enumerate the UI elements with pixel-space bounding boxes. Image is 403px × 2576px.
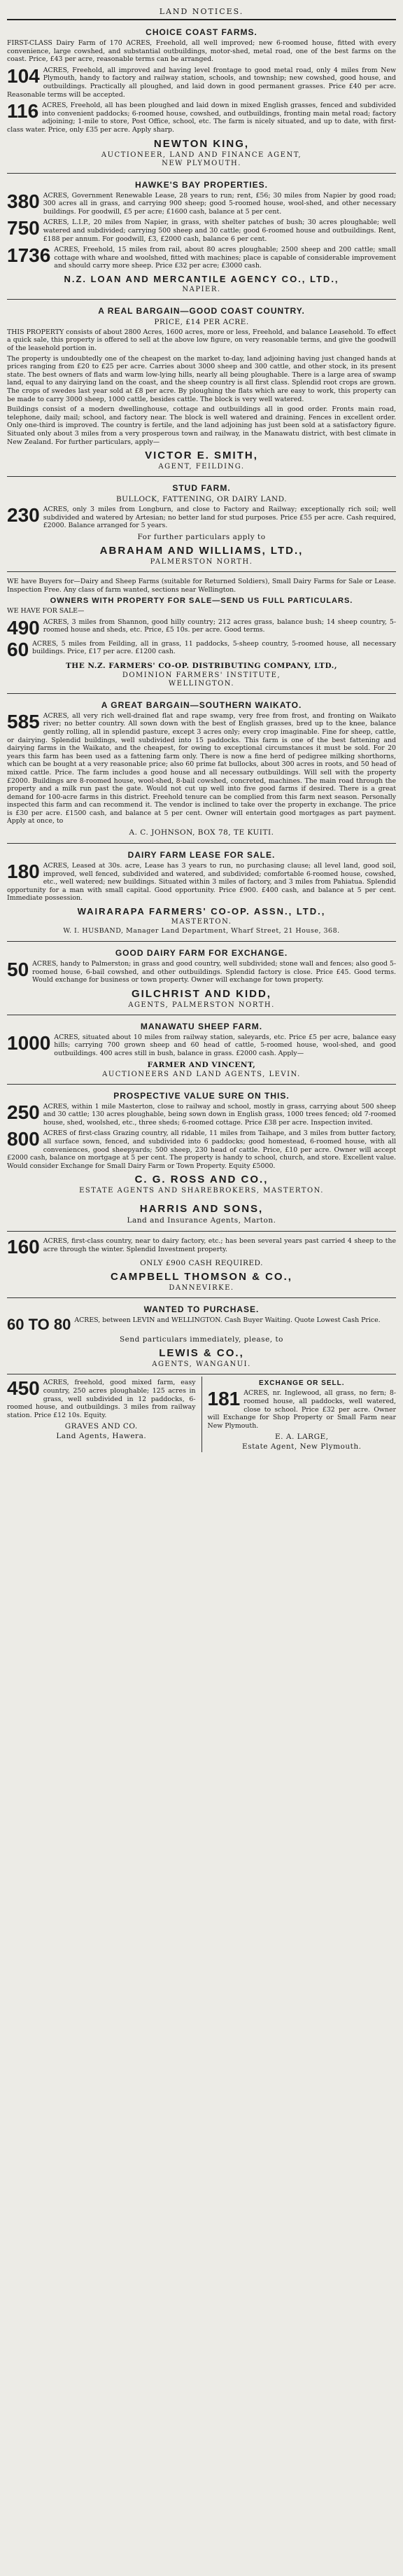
acreage-number: 181 <box>207 1388 241 1410</box>
apply-line: For further particulars apply to <box>137 532 266 541</box>
agent-name: A. C. JOHNSON, BOX 78, TE KUITI. <box>129 828 274 837</box>
acreage-number: 450 <box>7 1377 40 1400</box>
divider <box>7 173 396 174</box>
agent-location: Estate Agent, New Plymouth. <box>242 1442 362 1451</box>
listing-text: ACRES, Government Renewable Lease, 28 years to run; rent, £56; 30 miles from Napier by good road; 300 acres all in grass, and carrying 900 sheep; good 5-roomed house, wool-shed, and other necessary buildings. For goodwill, £5 per acre; £1600 cash, balance at 5 per cent. <box>43 191 396 216</box>
agent-name: HARRIS AND SONS, <box>139 1203 264 1216</box>
listing-text: ACRES, Freehold, all improved and having level frontage to good metal road, only 4 miles from New Plymouth, handy to factory and railway station, schools, and township; new cowshed, good house, and outbuildings. Practically all ploughed, and laid down in good permanent grasses. Price £40 per acre. Reasonable terms will be accepted. <box>7 66 396 99</box>
acreage-number: 1736 <box>7 244 51 267</box>
divider <box>7 843 396 844</box>
acreage-number: 585 <box>7 710 40 732</box>
divider <box>7 19 396 20</box>
ad-harris <box>7 1198 396 1229</box>
listing-text: ACRES, Freehold, 15 miles from rail, about 80 acres ploughable; 2500 sheep and 200 cattle; small cottage with whare and woolshed, fitted with machines; place is capable of considerable improvement and should carry more sheep. Price £32 per acre; £3000 cash. <box>54 246 396 270</box>
ad-right-column <box>208 1377 397 1452</box>
agent-location: ESTATE AGENTS AND SHAREBROKERS, MASTERTON. <box>79 1187 324 1195</box>
divider <box>7 299 396 300</box>
acreage-number: 160 <box>7 1236 40 1258</box>
agent-location: MASTERTON. <box>171 918 232 926</box>
agent-title: AUCTIONEER, LAND AND FINANCE AGENT, <box>101 151 302 159</box>
ad-southern-waikato <box>7 696 396 841</box>
acreage-number: 490 <box>7 616 40 639</box>
acreage-number: 380 <box>7 190 40 212</box>
agent-location: AGENT, FEILDING. <box>158 463 245 471</box>
ad-paragraph: WE have Buyers for—Dairy and Sheep Farms (suitable for Returned Soldiers), Small Dairy Farms for Sale or Lease. Inspection Free. Any class of farm wanted, sections near Wellington. <box>7 577 396 594</box>
ad-choice-coast-farms <box>7 23 396 171</box>
acreage-number: 750 <box>7 217 40 239</box>
section-heading: PROSPECTIVE VALUE SURE ON THIS. <box>113 1090 290 1101</box>
ad-real-bargain <box>7 302 396 474</box>
section-heading: EXCHANGE OR SELL. <box>258 1379 345 1388</box>
listing-text: ACRES, Freehold, all has been ploughed and laid down in mixed English grasses, fenced and subdivided into convenient paddocks; 6-roomed house, cowshed, and outbuildings, fronting main metal road; factory adjoining; 1-mile to store, Post Office, school, etc. The farm is nicely situated, and up to date, with first-class water. Price, only £35 per acre. Apply sharp. <box>7 102 396 134</box>
acreage-number: 180 <box>7 861 40 883</box>
ad-listing <box>7 1316 396 1332</box>
agent-location: NEW PLYMOUTH. <box>162 159 241 167</box>
divider <box>7 571 396 572</box>
listing-text: ACRES, within 1 mile Masterton, close to railway and school, mostly in grass, carrying about 500 sheep and 30 cattle; 130 acres ploughable, being sown down in English grass, 1000 trees fenced; old 7-roomed house, shed, woolshed, etc., three sheds; 6-roomed cottage. Price £38 per acre. Inspection invited. <box>43 1102 396 1127</box>
agent-name: FARMER AND VINCENT, <box>147 1060 256 1069</box>
agent-name: LEWIS & CO., <box>159 1347 244 1360</box>
ad-prospective-value <box>7 1087 396 1199</box>
divider <box>7 1231 396 1232</box>
ad-manawatu-sheep <box>7 1017 396 1082</box>
ad-two-column <box>7 1377 396 1452</box>
ad-listing <box>7 1379 196 1419</box>
ad-listing <box>7 1103 396 1127</box>
agent-name: C. G. ROSS AND CO., <box>134 1174 269 1186</box>
acreage-number: 50 <box>7 959 29 981</box>
agent-location: AGENTS, PALMERSTON NORTH. <box>128 1001 275 1009</box>
ad-left-column <box>7 1377 196 1452</box>
agent-contact: W. I. HUSBAND, Manager Land Department, Wharf Street, 21 House, 368. <box>63 927 340 935</box>
ad-listing <box>7 712 396 826</box>
ad-listing <box>7 1237 396 1256</box>
ad-listing <box>7 218 396 243</box>
section-heading: GOOD DAIRY FARM FOR EXCHANGE. <box>115 948 288 959</box>
agent-name: NEWTON KING, <box>153 137 250 150</box>
agent-location: WELLINGTON. <box>168 679 235 688</box>
acreage-number: 800 <box>7 1128 40 1150</box>
agent-name: GILCHRIST AND KIDD, <box>132 987 271 1000</box>
acreage-number: 230 <box>7 504 40 527</box>
agent-location: DANNEVIRKE. <box>169 1284 234 1293</box>
listing-text: ACRES, 3 miles from Shannon, good hilly country; 212 acres grass, balance bush; 14 sheep country, 5-roomed house and sheds, etc. Price, £5 10s. per acre. Good terms. <box>43 618 396 634</box>
ad-hawkes-bay <box>7 176 396 297</box>
agent-title: DOMINION FARMERS' INSTITUTE, <box>122 671 281 679</box>
ad-listing <box>7 506 396 530</box>
ad-stud-farm <box>7 479 396 569</box>
ad-listing <box>7 192 396 216</box>
section-heading: CHOICE COAST FARMS. <box>146 27 257 37</box>
section-heading: WANTED TO PURCHASE. <box>143 1304 260 1315</box>
ad-listing <box>7 64 396 99</box>
divider <box>7 1084 396 1085</box>
section-heading: OWNERS WITH PROPERTY FOR SALE—SEND US FULL PARTICULARS. <box>50 597 353 606</box>
ad-listing <box>7 246 396 270</box>
ad-listing <box>7 862 396 903</box>
agent-name: VICTOR E. SMITH, <box>145 450 258 462</box>
ad-listing <box>7 1033 396 1058</box>
listing-text: ACRES, situated about 10 miles from railway station, saleyards, etc. Price £5 per acre, balance easy hills; carrying 700 grown sheep and 60 head of cattle, 5-roomed house, wool-shed, and good outbuildings. 400 acres still in bush, balance in grass. £2000 cash. Apply— <box>54 1033 396 1057</box>
ad-paragraph: THIS PROPERTY consists of about 2800 Acres, 1600 acres, more or less, Freehold, and balance Leasehold. To effect a quick sale, this property is offered to sell at the above low figure, on very reasonable terms, and give the goodwill of the leasehold portion in. The property is undoubtedly one of the cheapest on the market to-day, land adjoining having just changed hands at prices ranging from £20 to £25 per acre. Carries about 3000 sheep and 300 cattle, and other stock, in its present state. The best owners of flats and warm low-lying hills, nearly all being ploughable. There is a large area of swamp land, equal to any dairying land on the coast, and the sheep country is all first class. Splendid root crops are grown. The crops of swedes last year sold at £8 per acre. By ploughing the flats which are easy to work, this property can be made to carry 3000 sheep, 1000 cattle, besides cattle. The block is very well watered. Buildings consist of a modern dwellinghouse, cottage and outbuildings all in good order. Fronts main road, telephone, daily mail; school, and factory near. The block is well watered and draining. Fences in excellent order. Only one-third is improved. The country is fertile, and the land adjoining has just been sold at a satisfactory figure. Situated only about 3 miles from a very prosperous town and railway, in the Manawatu district, with best climate in New Zealand. For further particulars, apply— <box>7 328 396 446</box>
ad-farmers-coop <box>7 574 396 691</box>
agent-name: WAIRARAPA FARMERS' CO-OP. ASSN., LTD., <box>77 906 326 917</box>
listing-text: ACRES, first-class country, near to dairy factory, etc.; has been several years past carried 4 sheep to the acre through the winter. Splendid Investment property. <box>43 1237 396 1253</box>
divider <box>7 1297 396 1298</box>
agent-location: NAPIER. <box>182 285 221 293</box>
acreage-number: 104 <box>7 64 40 87</box>
divider <box>7 693 396 694</box>
acreage-number: 250 <box>7 1101 40 1123</box>
send-line: Send particulars immediately, please, to <box>119 1335 283 1344</box>
listing-text: ACRES, only 3 miles from Longburn, and close to Factory and Railway; exceptionally rich soil; well subdivided and watered by Artesian; no better land for stud purposes. Price £55 per acre. Cash required, £2000. Balance arranged for 5 years. <box>43 506 396 530</box>
acreage-number: 1000 <box>7 1031 51 1054</box>
ad-wanted <box>7 1300 396 1372</box>
ad-paragraph: WE HAVE FOR SALE— <box>7 607 85 615</box>
acreage-number: 60 <box>7 638 29 660</box>
listing-text: ACRES, handy to Palmerston; in grass and good country, well subdivided; stone wall and fences; also good 5-roomed house, 6-bail cowshed, and other outbuildings. Splendid factory is close. Price £45. Good terms. Would exchange for business or town property. Owner will exchange for town property. <box>32 960 396 984</box>
section-heading: MANAWATU SHEEP FARM. <box>140 1021 263 1031</box>
section-heading: HAWKE'S BAY PROPERTIES. <box>135 179 268 190</box>
listing-text: ACRES of first-class Grazing country, all ridable, 11 miles from Taihape, and 3 miles from butter factory, all surface sown, fenced, and subdivided into 6 paddocks; good homestead, 6-roomed house, with all conveniences, good sheepyards; 500 sheep, 230 head of cattle. Price, £10 per acre. Owner will accept £2000 cash, balance on mortgage at 5 per cent. The property is handy to school, church, and store. Excellent value. Would consider Exchange for Small Dairy Farm or Town Property. Equity £5000. <box>7 1129 396 1170</box>
ad-listing <box>7 640 396 659</box>
agent-name: THE N.Z. FARMERS' CO-OP. DISTRIBUTING COMPANY, LTD., <box>65 661 337 670</box>
page-title: LAND NOTICES. <box>159 7 244 16</box>
listing-text: ACRES, between LEVIN and WELLINGTON. Cash Buyer Waiting. Quote Lowest Cash Price. <box>74 1316 381 1325</box>
listing-text: ACRES, nr. Inglewood, all grass, no fern; 8-roomed house, all paddocks, well watered, close to school. Price £32 per acre. Owner will Exchange for Shop Property or Small Farm near New Plymouth. <box>207 1389 396 1430</box>
ad-paragraph: FIRST-CLASS Dairy Farm of 170 ACRES, Freehold, all well improved; new 6-roomed house, fitted with every convenience, large cowshed, and substantial outbuildings, motor-shed, metal road, one of the best farms on the coast. Price, £43 per acre, reasonable terms can be arranged. <box>7 39 396 64</box>
divider <box>7 476 396 477</box>
listing-text: ACRES, Leased at 30s. acre, Lease has 3 years to run, no purchasing clause; all level land, good soil, improved, well fenced, subdivided and watered, and subdivided; comfortable 6-roomed house, cowshed, etc., well watered; new buildings. Situated within 3 miles of factory, and 3 miles from Pahiatua. Splendid opportunity for a man with small capital. Good opportunity. Price £900. £400 cash, and balance at 5 per cent. Immediate possession. <box>7 862 396 903</box>
listing-text: ACRES, all very rich well-drained flat and rape swamp, very free from frost, and fronting on Waikato river; no better country. All sown down with the best of English grasses, bred up to the knee, balance gently rolling, all in splendid pasture, except 3 acres only; every crop imaginable. Fine for sheep, cattle, or dairying. Splendid buildings, well subdivided into 15 paddocks. This farm is one of the best fattening and dairying farms in the Waikato, and the cheapest, for owing to exceptional circumstances it must be sold. For 20 years this farm has been used as a fattening farm only. There is now a fine herd of pedigree milking shorthorns, which can be bought at a very reasonable price; also 60 prime fat bullocks, about 300 acres in roots, and 50 head of mixed cattle. Price. The farm includes a good house and all necessary outbuildings. Will sell with the property £2000. Buildings are 8-roomed house, wool-shed, 8-bail cowshed, concreted, machines. The main road through the property and a milk run past the gate. Would not cut up well into five good farms if desired. There is a great demand for 100-acre farms in this district. Freehold tenure can be complied from this farm next season. Personally inspected this farm and can recommend it. The vendor is inclined to take over the property in exchange. The price is £30 per acre. £1500 cash, and balance at 5 per cent. Owner will entertain good mortgages as part payment. Apply at once, to <box>7 711 396 826</box>
divider <box>7 941 396 942</box>
section-heading: A GREAT BARGAIN—SOUTHERN WAIKATO. <box>101 699 302 710</box>
ad-dairy-lease <box>7 846 396 939</box>
price-line: PRICE, £14 PER ACRE. <box>154 317 249 326</box>
agent-location: PALMERSTON NORTH. <box>150 557 253 566</box>
listing-text: ACRES, freehold, good mixed farm, easy country, 250 acres ploughable; 125 acres in grass, well subdivided in 12 paddocks, 6-roomed house, and outbuildings. 3 miles from railway station. Price £12 10s. Equity. <box>7 1379 196 1419</box>
section-heading: STUD FARM. <box>172 483 231 494</box>
agent-location: Land Agents, Hawera. <box>56 1432 147 1441</box>
cash-line: ONLY £900 CASH REQUIRED. <box>140 1259 263 1268</box>
agent-location: AUCTIONEERS AND LAND AGENTS, LEVIN. <box>102 1070 301 1078</box>
acreage-number: 60 TO 80 <box>7 1316 71 1334</box>
section-subheading: BULLOCK, FATTENING, OR DAIRY LAND. <box>115 495 288 504</box>
ad-listing <box>208 1389 397 1430</box>
listing-text: ACRES, 5 miles from Feilding, all in grass, 11 paddocks, 5-sheep country, 5-roomed house, all necessary buildings. Price, £17 per acre. £1200 cash. <box>32 639 396 656</box>
agent-name: ABRAHAM AND WILLIAMS, LTD., <box>99 544 304 557</box>
agent-name: E. A. LARGE, <box>275 1433 329 1442</box>
agent-name: N.Z. LOAN AND MERCANTILE AGENCY CO., LTD., <box>64 273 339 284</box>
ad-listing <box>7 960 396 984</box>
agent-name: CAMPBELL THOMSON & CO., <box>111 1271 292 1283</box>
acreage-number: 116 <box>7 100 39 123</box>
newspaper-page <box>7 0 396 1452</box>
agent-name: GRAVES AND CO. <box>64 1422 138 1431</box>
ad-listing <box>7 102 396 134</box>
ad-dairy-exchange <box>7 944 396 1012</box>
ad-campbell-thomson <box>7 1234 396 1295</box>
ad-listing <box>7 1129 396 1170</box>
section-heading: DAIRY FARM LEASE FOR SALE. <box>127 850 276 861</box>
ad-listing <box>7 618 396 637</box>
agent-location: Land and Insurance Agents, Marton. <box>127 1216 276 1225</box>
agent-location: AGENTS, WANGANUI. <box>152 1360 251 1369</box>
section-heading: A REAL BARGAIN—GOOD COAST COUNTRY. <box>98 305 305 316</box>
listing-text: ACRES, L.I.P., 20 miles from Napier, in grass, with shelter patches of bush; 30 acres ploughable; well watered and subdivided; carrying 500 sheep and 30 cattle; good 6-roomed house and outbuildings. Rent, £188 per annum. For goodwill, £3, £2000 cash, balance 6 per cent. <box>43 218 396 243</box>
